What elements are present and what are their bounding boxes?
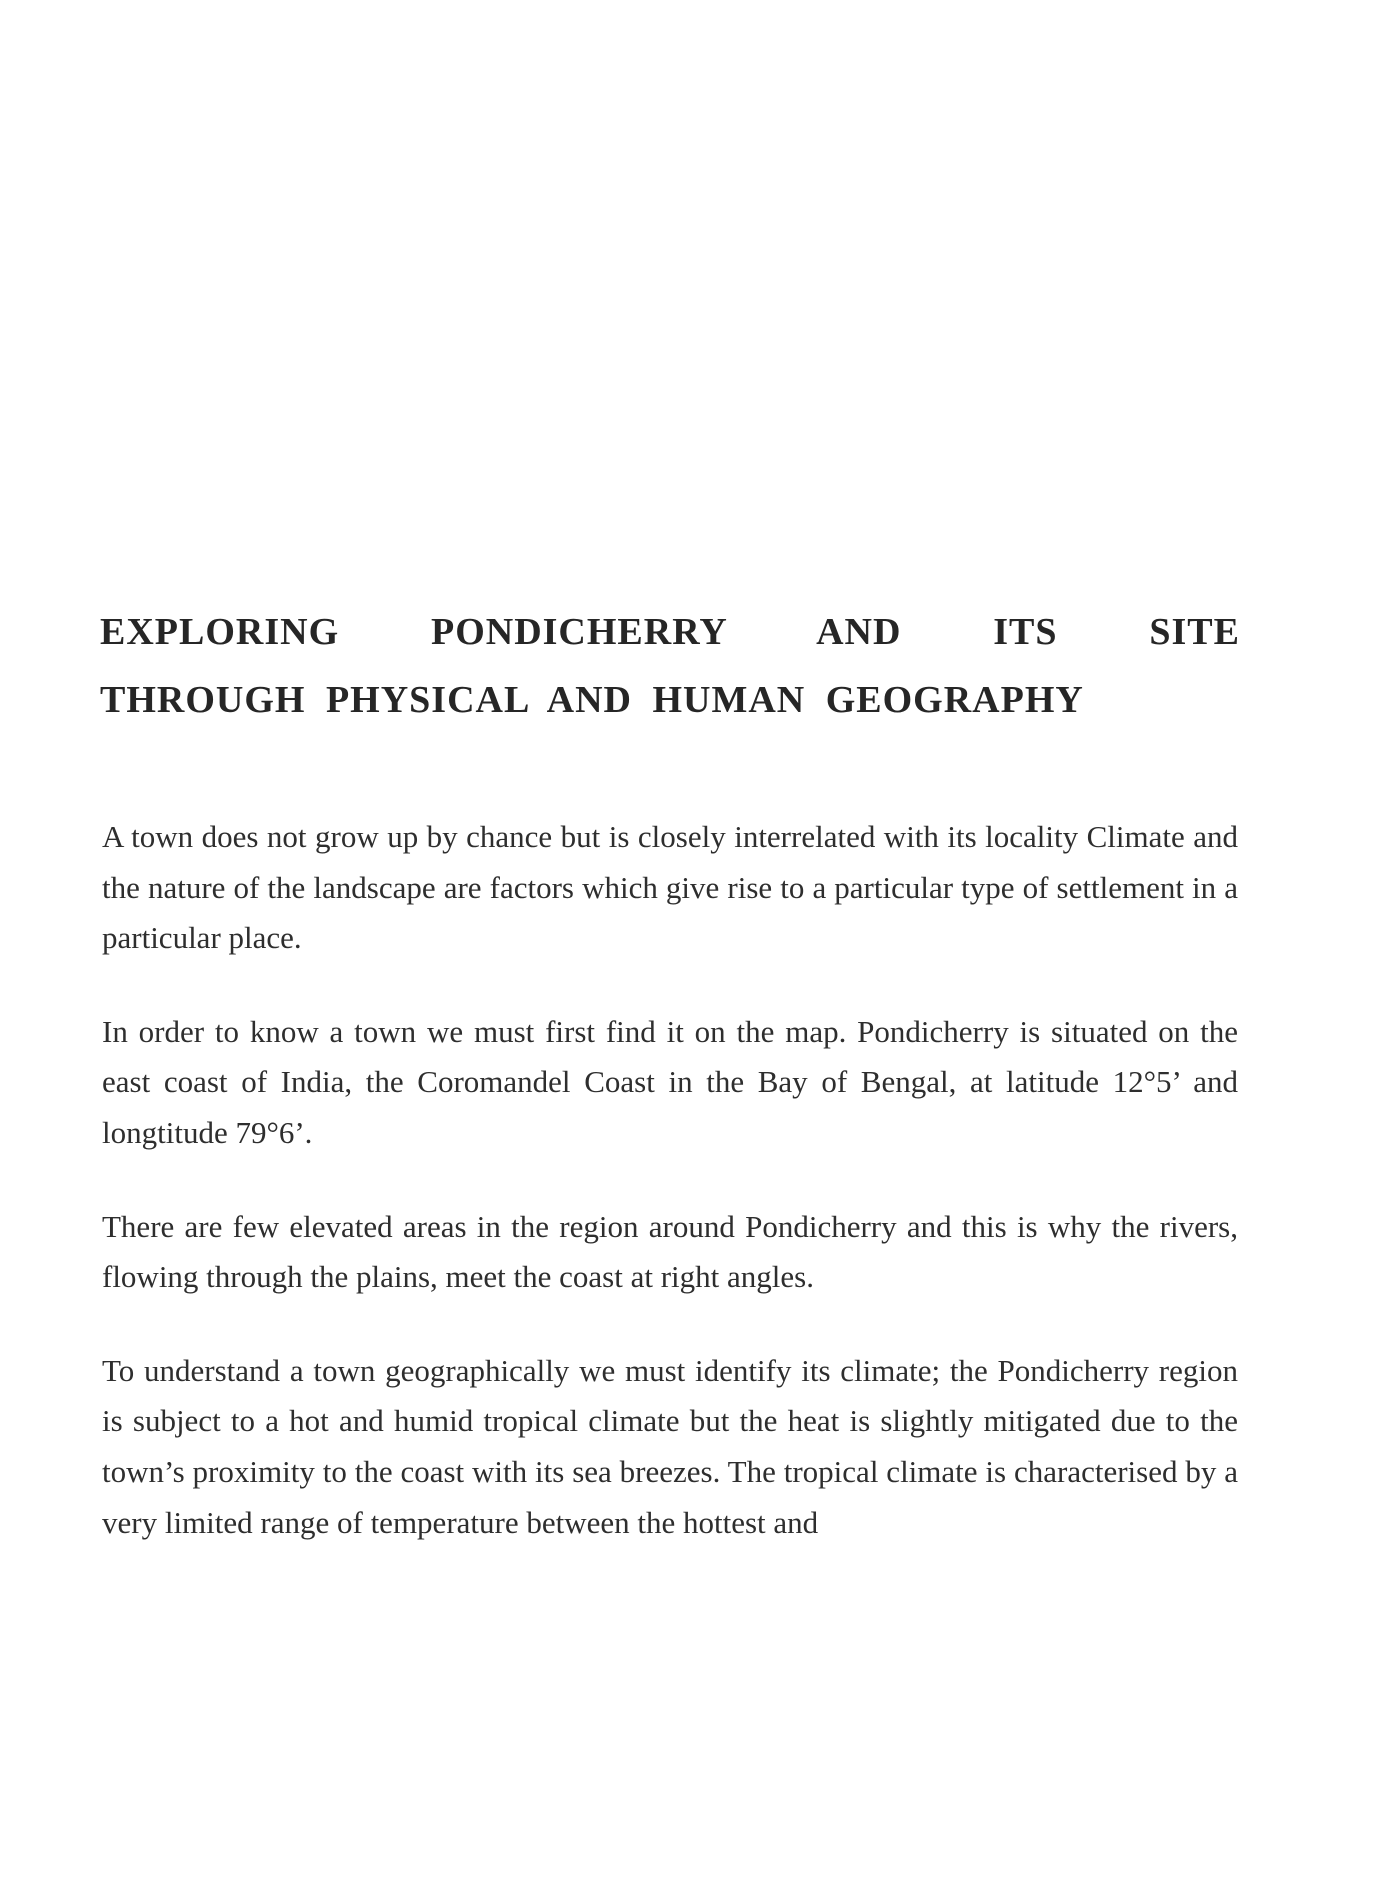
title-line-2: THROUGH PHYSICAL AND HUMAN GEOGRAPHY <box>100 679 1084 721</box>
paragraph-3: There are few elevated areas in the region around Pondicherry and this is why the rivers, flowing through the plains, meet the coast at right angles. <box>102 1208 1238 1295</box>
paragraph-1: A town does not grow up by chance but is closely interrelated with its locality Climate and the nature of the landscape are factors which give rise to a particular type of settlement in a particular place. <box>102 819 1238 956</box>
paragraph-4: To understand a town geographically we must identify its climate; the Pondicherry region is subject to a hot and humid tropical climate but the heat is slightly mitigated due to the town’s proximity to the coast with its sea breezes. The tropical climate is characterised by a very limited range of temperature between the hottest and <box>102 1352 1238 1540</box>
paragraph-2: In order to know a town we must first find it on the map. Pondicherry is situated on the east coast of India, the Coromandel Coast in the Bay of Bengal, at latitude 12°5’ and longtitude 79°6’. <box>102 1013 1238 1150</box>
body-text <box>102 812 1238 1591</box>
title-line-1: EXPLORING PONDICHERRY AND ITS SITE <box>100 611 1240 653</box>
page-title <box>100 598 1240 734</box>
